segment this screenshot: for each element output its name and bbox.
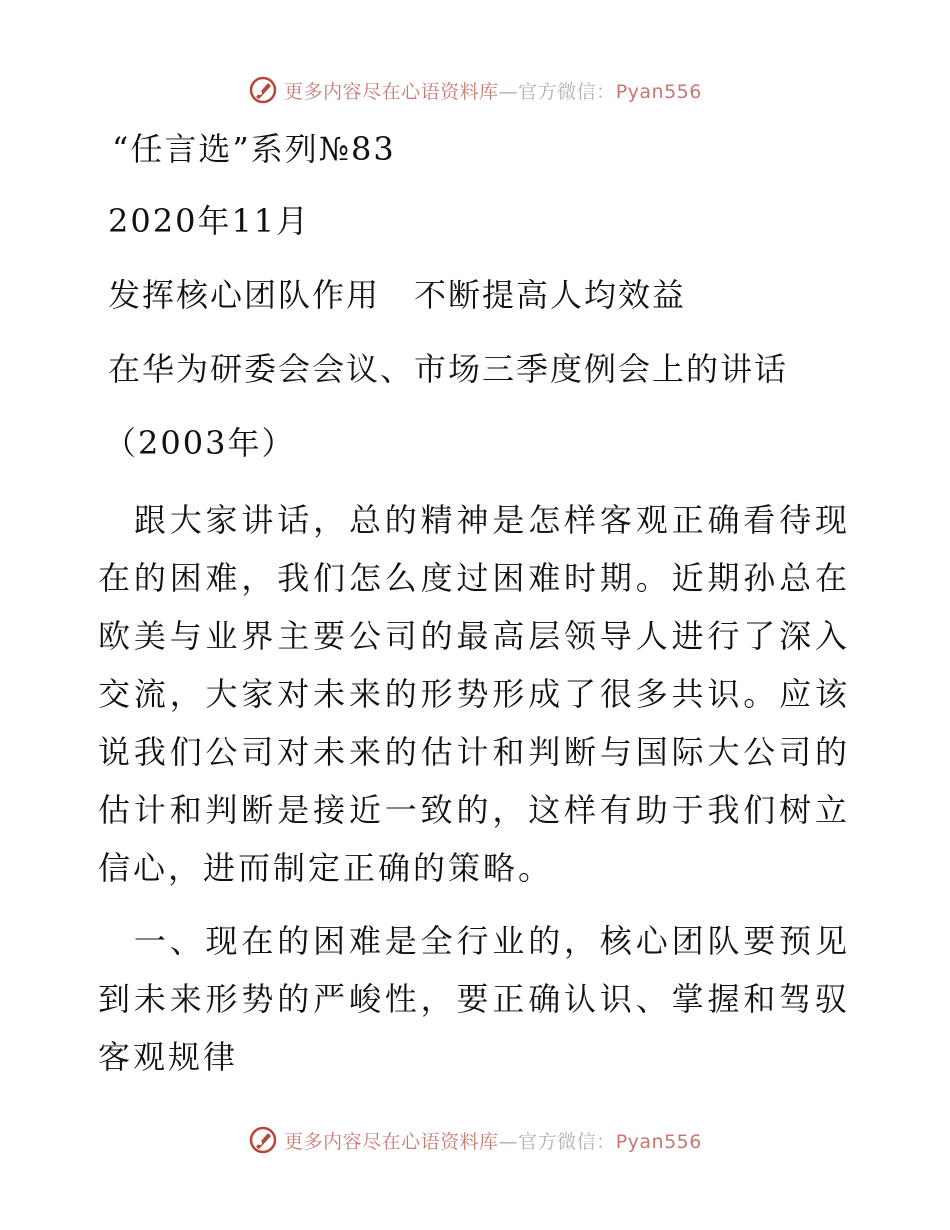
document-subtitle: 在华为研委会会议、市场三季度例会上的讲话 — [108, 350, 789, 388]
watermark-separator: — — [498, 1130, 519, 1153]
watermark-brand: 更多内容尽在心语资料库 — [284, 1130, 499, 1153]
watermark-wechat-id: Pyan556 — [615, 80, 702, 103]
watermark-wechat-id: Pyan556 — [615, 1130, 702, 1153]
document-title: 发挥核心团队作用 不断提高人均效益 — [108, 276, 687, 314]
watermark-wechat-label: 官方微信： — [518, 80, 616, 103]
pen-seal-icon — [248, 1125, 278, 1155]
body-paragraph: 跟大家讲话，总的精神是怎样客观正确看待现在的困难，我们怎么度过困难时期。近期孙总在欧美与业界主要公司的最高层领导人进行了深入交流，大家对未来的形势形成了很多共识。应该说我们公司对未来的估计和判断与国际大公司的估计和判断是接近一致的，这样有助于我们树立信心，进而制定正确的策略。 — [98, 501, 850, 887]
watermark-text — [284, 1127, 702, 1154]
header-watermark — [0, 70, 950, 110]
document-date: 2020年11月 — [108, 202, 311, 240]
footer-watermark — [0, 1120, 950, 1160]
watermark-brand: 更多内容尽在心语资料库 — [284, 80, 499, 103]
watermark-separator: — — [498, 80, 519, 103]
watermark-text — [284, 77, 702, 104]
series-label: “任言选”系列№83 — [112, 130, 396, 168]
document-year: （2003年） — [104, 424, 296, 462]
watermark-wechat-label: 官方微信： — [518, 1130, 616, 1153]
pen-seal-icon — [248, 75, 278, 105]
section-heading: 一、现在的困难是全行业的，核心团队要预见到未来形势的严峻性，要正确认识、掌握和驾驭客观规律 — [98, 922, 850, 1076]
